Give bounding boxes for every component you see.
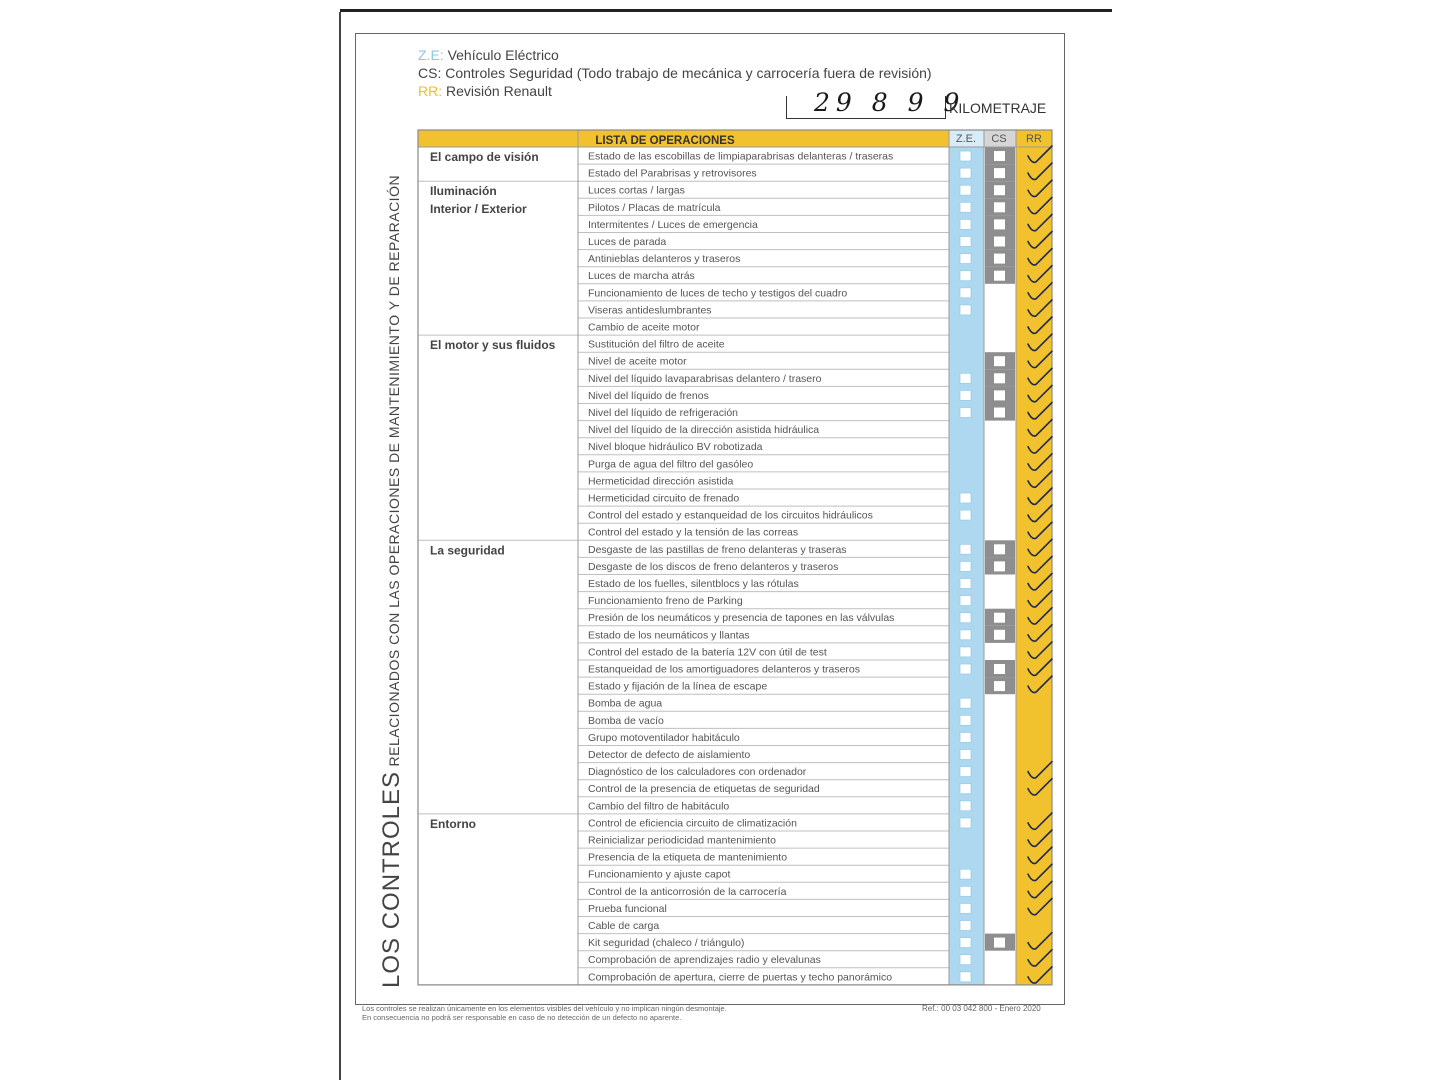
ze-checkbox [960, 185, 971, 195]
ze-checkbox [960, 750, 971, 760]
legend-cs: CS: Controles Seguridad (Todo trabajo de mecánica y carrocería fuera de revisión) [418, 65, 932, 81]
operation-label: Cable de carga [588, 920, 660, 932]
cs-checkbox [994, 219, 1005, 229]
cs-checkbox [994, 613, 1005, 623]
vertical-title-sub: RELACIONADOS CON LAS OPERACIONES DE MANTENIMIENTO Y DE REPARACIÓN [386, 174, 402, 767]
document-reference: Ref.: 00 03 042 800 - Enero 2020 [922, 1004, 1041, 1013]
ze-checkbox [960, 219, 971, 229]
operation-label: Kit seguridad (chaleco / triángulo) [588, 937, 745, 950]
operation-label: Estado de los neumáticos y llantas [588, 629, 750, 642]
table-header-title: LISTA DE OPERACIONES [595, 135, 735, 147]
cs-checkbox [994, 664, 1005, 674]
cs-checkbox [994, 254, 1005, 264]
ze-checkbox [960, 955, 971, 965]
operation-label: Detector de defecto de aislamiento [588, 749, 751, 761]
operation-label: Intermitentes / Luces de emergencia [588, 218, 758, 231]
ze-checkbox [960, 698, 971, 708]
operation-label: Diagnóstico de los calculadores con ordenador [588, 766, 807, 779]
cs-checkbox [994, 561, 1005, 571]
table-header-cs: CS [991, 133, 1007, 145]
ze-checkbox [960, 373, 971, 383]
section-label: La seguridad [430, 543, 505, 558]
ze-checkbox [960, 271, 971, 281]
operation-label: Control del estado de la batería 12V con útil de test [588, 646, 827, 659]
ze-checkbox [960, 784, 971, 794]
operation-label: Purga de agua del filtro del gasóleo [588, 458, 754, 471]
operation-label: Pilotos / Placas de matrícula [588, 201, 721, 214]
ze-checkbox [960, 493, 971, 503]
operation-label: Presión de los neumáticos y presencia de tapones en las válvulas [588, 612, 895, 625]
footer-note: Los controles se realizan únicamente en los elementos visibles del vehículo y no implican ningún desmontaje. En consecuencia no podrá ser responsable en caso de no detección de un defecto no aparente. [362, 1004, 727, 1022]
cs-checkbox [994, 390, 1005, 400]
ze-checkbox [960, 561, 971, 571]
legend-ze: Z.E: Vehículo Eléctrico [418, 47, 559, 63]
operation-label: Estado de los fuelles, silentblocs y las rótulas [588, 578, 799, 590]
cs-checkbox [994, 544, 1005, 554]
ze-checkbox [960, 408, 971, 418]
operation-label: Nivel del líquido lavaparabrisas delantero / trasero [588, 372, 822, 385]
cs-checkbox [994, 356, 1005, 366]
ze-checkbox [960, 715, 971, 725]
cs-checkbox [994, 373, 1005, 383]
operation-label: Luces cortas / largas [588, 184, 685, 197]
section-label: Entorno [430, 816, 476, 831]
ze-checkbox [960, 630, 971, 640]
ze-checkbox [960, 664, 971, 674]
ze-checkbox [960, 613, 971, 623]
operation-label: Nivel bloque hidráulico BV robotizada [588, 441, 763, 454]
cs-checkbox [994, 237, 1005, 247]
ze-checkbox [960, 202, 971, 212]
operation-label: Estado y fijación de la línea de escape [588, 680, 768, 693]
ze-checkbox [960, 544, 971, 554]
operation-label: Nivel de aceite motor [588, 355, 687, 368]
section-label: Interior / Exterior [430, 202, 527, 217]
ze-checkbox [960, 921, 971, 931]
operation-label: Luces de parada [588, 236, 667, 248]
operation-label: Control del estado y la tensión de las correas [588, 526, 799, 539]
operation-label: Cambio del filtro de habitáculo [588, 800, 730, 813]
operation-label: Estanqueidad de los amortiguadores delanteros y traseros [588, 663, 860, 676]
rr-column-fill [1016, 130, 1052, 985]
ze-checkbox [960, 579, 971, 589]
cs-checkbox [994, 168, 1005, 178]
ze-checkbox [960, 254, 971, 264]
operation-label: Nivel del líquido de frenos [588, 389, 709, 402]
ze-checkbox [960, 288, 971, 298]
operation-label: Bomba de agua [588, 697, 663, 710]
section-label: Iluminación [430, 184, 497, 199]
section-label: El motor y sus fluidos [430, 338, 556, 353]
operation-label: Funcionamiento de luces de techo y testigos del cuadro [588, 287, 848, 300]
operation-label: Funcionamiento y ajuste capot [588, 868, 731, 881]
operation-label: Nivel del líquido de la dirección asistida hidráulica [588, 424, 820, 437]
mileage-label: KILOMETRAJE [949, 100, 1047, 116]
operation-label: Desgaste de las pastillas de freno delanteras y traseras [588, 543, 847, 556]
ze-checkbox [960, 237, 971, 247]
operation-label: Estado del Parabrisas y retrovisores [588, 167, 757, 180]
ze-checkbox [960, 647, 971, 657]
cs-checkbox [994, 630, 1005, 640]
operation-label: Grupo motoventilador habitáculo [588, 731, 740, 744]
ze-checkbox [960, 510, 971, 520]
operation-label: Nivel del líquido de refrigeración [588, 407, 738, 419]
ze-checkbox [960, 596, 971, 606]
cs-checkbox [994, 271, 1005, 281]
cs-checkbox [994, 408, 1005, 418]
operation-label: Prueba funcional [588, 902, 667, 915]
operation-label: Control de la anticorrosión de la carrocería [588, 885, 787, 898]
cs-checkbox [994, 202, 1005, 212]
ze-checkbox [960, 818, 971, 828]
operation-label: Comprobación de apertura, cierre de puertas y techo panorámico [588, 971, 893, 984]
operation-label: Control de la presencia de etiquetas de seguridad [588, 783, 820, 796]
mileage-handwritten-value: 29 8 9 9 [814, 88, 966, 117]
ze-checkbox [960, 801, 971, 811]
ze-checkbox [960, 767, 971, 777]
ze-checkbox [960, 390, 971, 400]
ze-checkbox [960, 305, 971, 315]
operation-label: Luces de marcha atrás [588, 270, 695, 283]
operation-label: Sustitución del filtro de aceite [588, 338, 725, 351]
operation-label: Control de eficiencia circuito de climatización [588, 817, 797, 830]
ze-checkbox [960, 168, 971, 178]
ze-checkbox [960, 972, 971, 982]
cs-checkbox [994, 938, 1005, 948]
operation-label: Cambio de aceite motor [588, 321, 700, 334]
ze-checkbox [960, 886, 971, 896]
section-label: El campo de visión [430, 150, 539, 164]
operation-label: Funcionamiento freno de Parking [588, 595, 743, 608]
cs-checkbox [994, 681, 1005, 691]
operation-label: Desgaste de los discos de freno delanteros y traseros [588, 560, 839, 573]
operation-label: Hermeticidad circuito de frenado [588, 492, 740, 505]
vertical-title-main: LOS CONTROLES [378, 770, 405, 988]
cs-checkbox [994, 151, 1005, 161]
operation-label: Control del estado y estanqueidad de los circuitos hidráulicos [588, 509, 873, 522]
cs-checkbox [994, 185, 1005, 195]
ze-checkbox [960, 903, 971, 913]
ze-checkbox [960, 869, 971, 879]
operation-label: Estado de las escobillas de limpiaparabrisas delanteras / traseras [588, 150, 894, 163]
operation-label: Comprobación de aprendizajes radio y elevalunas [588, 954, 821, 967]
table-header-rr: RR [1026, 133, 1042, 145]
table-header-ze: Z.E. [955, 133, 977, 145]
operation-label: Presencia de la etiqueta de mantenimiento [588, 851, 788, 864]
legend-rr: RR: Revisión Renault [418, 83, 552, 99]
ze-checkbox [960, 938, 971, 948]
operation-label: Hermeticidad dirección asistida [588, 475, 734, 488]
operation-label: Bomba de vacío [588, 714, 664, 727]
operation-label: Reinicializar periodicidad mantenimiento [588, 834, 776, 847]
ze-checkbox [960, 151, 971, 161]
operation-label: Viseras antideslumbrantes [588, 304, 712, 317]
ze-checkbox [960, 732, 971, 742]
operation-label: Antinieblas delanteros y traseros [588, 253, 741, 266]
